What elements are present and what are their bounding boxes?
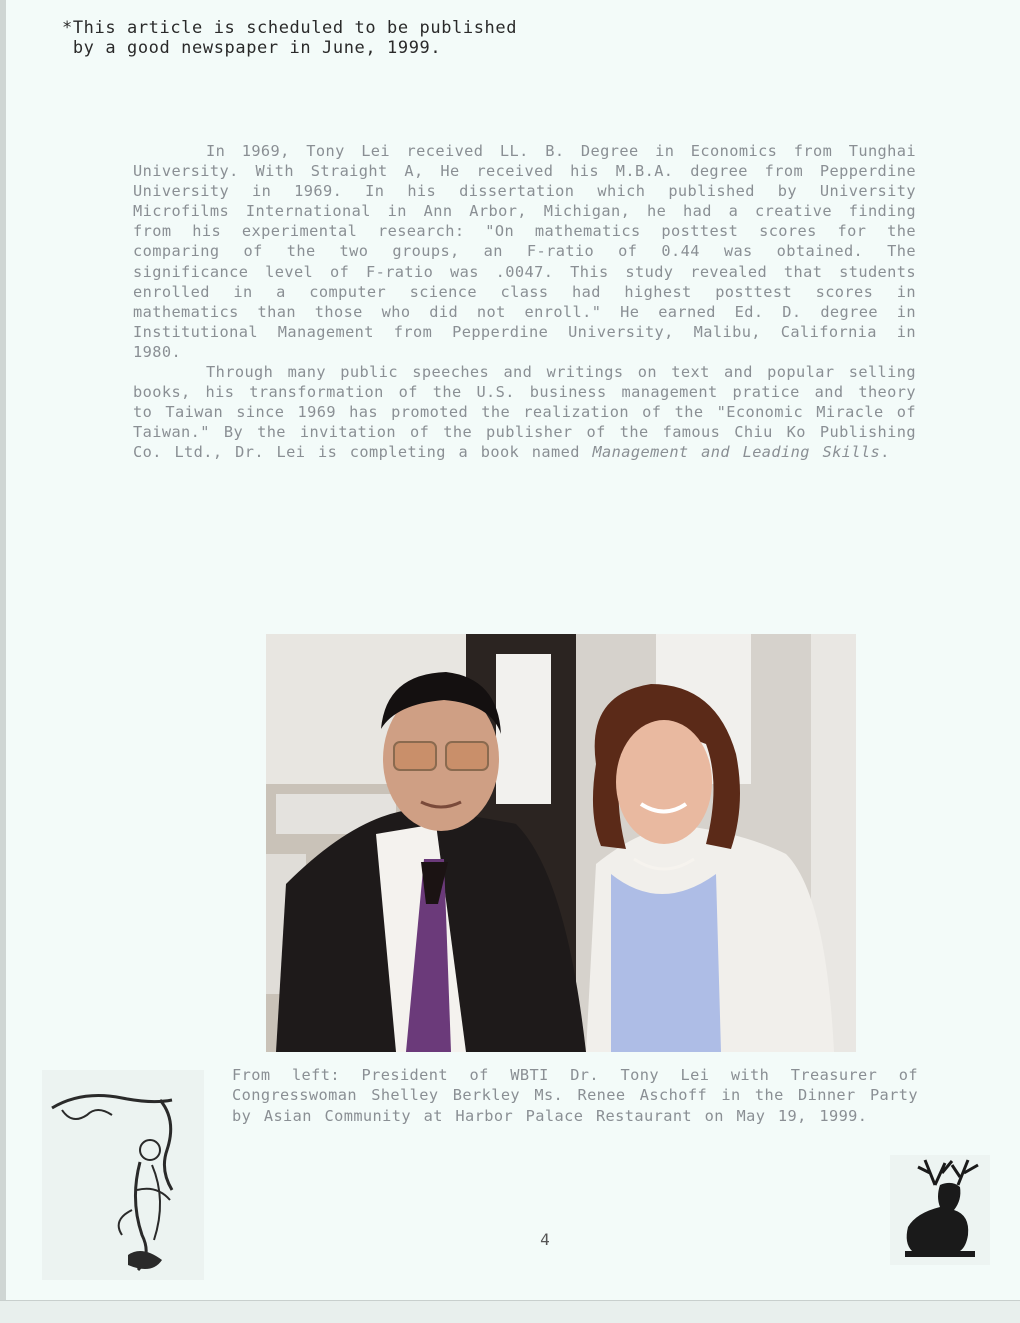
note-line-2: by a good newspaper in June, 1999. xyxy=(62,38,442,58)
publication-note xyxy=(62,18,517,58)
event-photo-image xyxy=(266,634,856,1052)
page-number: 4 xyxy=(540,1230,550,1249)
event-photo xyxy=(266,634,856,1052)
article-paragraph-2-text: Through many public speeches and writings on text and popular selling books, his transformation of the U.S. business management pratice and theory to Taiwan since 1969 has promoted the realization of the "Economic Miracle of Taiwan." By the invitation of the publisher of the famous Chiu Ko Publishing Co. Ltd., Dr. Lei is completing a book named xyxy=(133,363,916,462)
page-bottom-edge xyxy=(0,1300,1020,1323)
decorative-ornament-right xyxy=(890,1155,990,1265)
stag-icon xyxy=(890,1155,990,1265)
book-title: Management and Leading Skills xyxy=(592,443,881,462)
photo-caption: From left: President of WBTI Dr. Tony Lei with Treasurer of Congresswoman Shelley Berkley Ms. Renee Aschoff in the Dinner Party by Asian Community at Harbor Palace Restaurant on May 19, 1999. xyxy=(232,1066,918,1125)
floral-figure-icon xyxy=(42,1070,204,1280)
page-edge xyxy=(0,0,6,1322)
note-line-1: *This article is scheduled to be published xyxy=(62,18,518,38)
article-paragraph-2 xyxy=(133,362,916,462)
article-body xyxy=(133,141,916,463)
article-paragraph-2-end: . xyxy=(880,443,890,462)
article-paragraph-1: In 1969, Tony Lei received LL. B. Degree in Economics from Tunghai University. With Straight A, He received his M.B.A. degree from Pepperdine University in 1969. In his dissertation which published by University Microfilms International in Ann Arbor, Michigan, he had a creative finding from his experimental research: "On mathematics posttest scores for the comparing of the two groups, an F-ratio of 0.44 was obtained. The significance level of F-ratio was .0047. This study revealed that students enrolled in a computer science class had highest posttest scores in mathematics than those who did not enroll." He earned Ed. D. degree in Institutional Management from Pepperdine University, Malibu, California in 1980. xyxy=(133,142,916,361)
decorative-ornament-left xyxy=(42,1070,204,1280)
